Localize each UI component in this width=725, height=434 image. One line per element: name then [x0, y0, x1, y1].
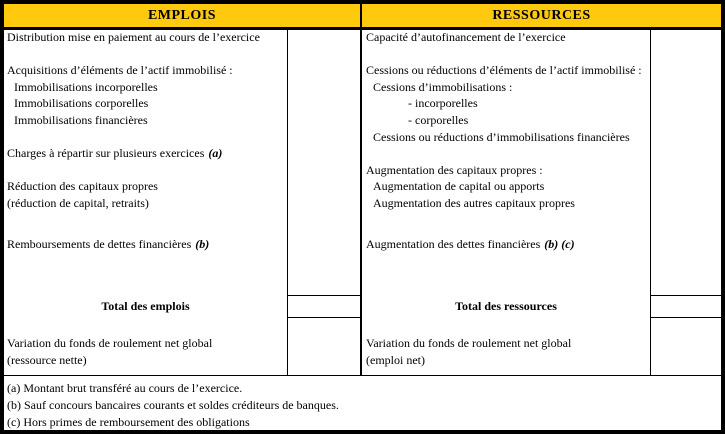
table-row [366, 195, 648, 212]
variation-line: Variation du fonds de roulement net global [366, 336, 572, 350]
amount-cell-emplois-total [288, 296, 360, 317]
total-emplois-label: Total des emplois [101, 299, 190, 313]
row-label: Capacité d’autofinancement de l’exercice [366, 30, 566, 44]
table-row [366, 212, 648, 229]
row-label: Immobilisations incorporelles [14, 79, 158, 94]
variation-line: (emploi net) [366, 352, 425, 367]
table-row [7, 95, 283, 112]
row-label: Charges à répartir sur plusieurs exercices [7, 146, 205, 161]
table-row [7, 112, 283, 129]
row-label: Immobilisations corporelles [14, 96, 149, 111]
table-row [7, 129, 283, 146]
amount-cell-emplois-items [288, 30, 360, 295]
table-row [7, 29, 283, 46]
row-note: (b) (c) [544, 237, 575, 252]
variation-emplois [7, 335, 283, 368]
table-row [7, 162, 283, 179]
row-label: Augmentation de capital ou apports [373, 179, 545, 194]
amount-cell-ressources-total [651, 296, 721, 317]
table-row [366, 95, 648, 112]
row-label: - corporelles [408, 112, 469, 127]
table-row [7, 178, 283, 195]
table-row [7, 212, 283, 229]
variation-line: (ressource nette) [7, 352, 87, 367]
footnote-separator [4, 375, 721, 376]
ressources-items [366, 29, 648, 253]
table-row [7, 62, 283, 79]
emplois-header: EMPLOIS [4, 4, 360, 30]
row-label: Cessions ou réductions d’immobilisations financières [373, 129, 630, 144]
table-row [366, 112, 648, 129]
row-label: Immobilisations financières [14, 112, 148, 127]
table-row [366, 29, 648, 46]
row-note: (a) [208, 146, 223, 161]
amount-cell-ressources-items [651, 30, 721, 295]
table-row [7, 236, 283, 253]
table-row [366, 178, 648, 195]
table-row [366, 129, 648, 146]
footnote-a: (a) Montant brut transféré au cours de l’exercice. [7, 381, 243, 395]
row-label: Augmentation des capitaux propres : [366, 162, 543, 177]
table-row [7, 46, 283, 63]
table-row [366, 79, 648, 96]
emplois-items [7, 29, 283, 253]
footnotes [7, 380, 717, 432]
table-row [366, 162, 648, 179]
row-label: Remboursements de dettes financières [7, 237, 192, 252]
row-label: Augmentation des autres capitaux propres [373, 195, 575, 210]
column-divider [360, 4, 362, 375]
ressources-header: RESSOURCES [362, 4, 721, 30]
amount-cell-emplois-variation [288, 318, 360, 375]
table-row [7, 79, 283, 96]
footnote-b: (b) Sauf concours bancaires courants et soldes créditeurs de banques. [7, 398, 339, 413]
row-label: Acquisitions d’éléments de l’actif immobilisé : [7, 63, 233, 78]
footnote-c: (c) Hors primes de remboursement des obligations [7, 415, 250, 430]
variation-line: Variation du fonds de roulement net global [7, 336, 213, 350]
table-row [366, 62, 648, 79]
amount-cell-ressources-variation [651, 318, 721, 375]
row-label: Distribution mise en paiement au cours de l’exercice [7, 30, 260, 44]
row-note: (b) [195, 237, 210, 252]
row-label: Cessions d’immobilisations : [373, 79, 513, 94]
row-label: (réduction de capital, retraits) [7, 195, 149, 210]
table-row [7, 145, 283, 162]
table-row [366, 145, 648, 162]
row-label: - incorporelles [408, 96, 478, 111]
row-label: Augmentation des dettes financières [366, 237, 541, 252]
row-label: Réduction des capitaux propres [7, 179, 158, 194]
table-row [7, 195, 283, 212]
total-ressources-label: Total des ressources [455, 299, 557, 313]
table-row [366, 236, 648, 253]
row-label: Cessions ou réductions d’éléments de l’actif immobilisé : [366, 63, 642, 78]
table-row [366, 46, 648, 63]
variation-ressources [366, 335, 648, 368]
